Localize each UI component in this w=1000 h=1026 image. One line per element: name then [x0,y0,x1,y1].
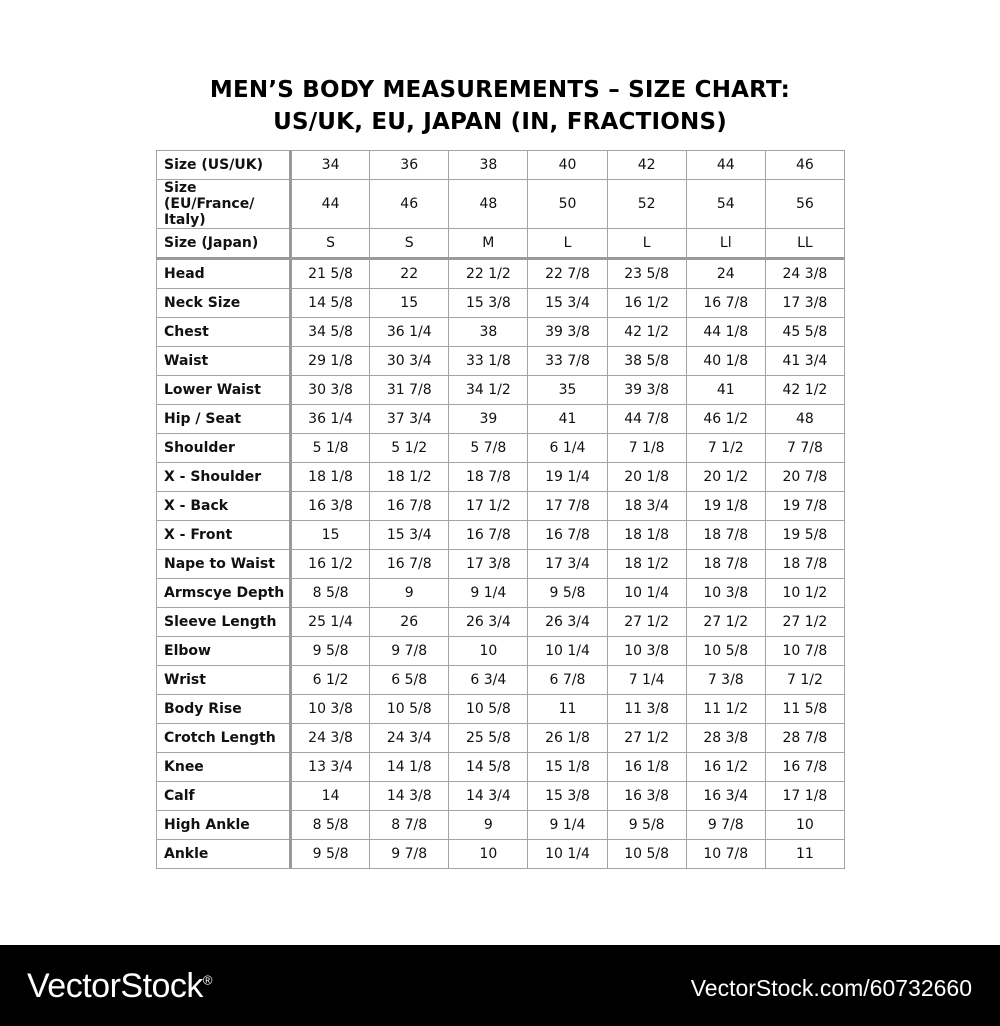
measurement-row [157,318,845,347]
table-cell: 16 7/8 [765,753,844,782]
table-cell: 10 7/8 [686,840,765,869]
table-cell: 9 5/8 [528,579,607,608]
table-cell: 14 [291,782,370,811]
row-label: Size (Japan) [157,229,291,259]
table-cell: 19 1/4 [528,463,607,492]
row-label: X - Shoulder [157,463,291,492]
table-cell: 10 3/8 [686,579,765,608]
size-row [157,229,845,259]
table-cell: 36 [370,151,449,180]
row-label: Hip / Seat [157,405,291,434]
table-cell: 34 1/2 [449,376,528,405]
table-cell: 26 3/4 [528,608,607,637]
table-cell: 16 1/2 [607,289,686,318]
table-cell: 40 1/8 [686,347,765,376]
measurement-row [157,550,845,579]
table-cell: 19 7/8 [765,492,844,521]
table-cell: 7 1/8 [607,434,686,463]
size-chart-table [156,150,845,869]
table-cell: 56 [765,180,844,229]
table-cell: 26 1/8 [528,724,607,753]
row-label: Head [157,259,291,289]
table-cell: 18 1/8 [291,463,370,492]
table-cell: 22 [370,259,449,289]
table-cell: 11 [528,695,607,724]
table-cell: 18 7/8 [765,550,844,579]
row-label: Lower Waist [157,376,291,405]
registered-mark: ® [202,972,213,988]
table-cell: 17 1/8 [765,782,844,811]
row-label: Shoulder [157,434,291,463]
measurement-row [157,753,845,782]
table-cell: 54 [686,180,765,229]
table-cell: 50 [528,180,607,229]
table-cell: LL [765,229,844,259]
size-row [157,151,845,180]
row-label: Ankle [157,840,291,869]
row-label: Knee [157,753,291,782]
row-label: Sleeve Length [157,608,291,637]
table-cell: 14 3/8 [370,782,449,811]
table-cell: 21 5/8 [291,259,370,289]
table-cell: 16 1/2 [291,550,370,579]
table-cell: 6 1/4 [528,434,607,463]
table-cell: 10 7/8 [765,637,844,666]
table-cell: 26 [370,608,449,637]
table-cell: 7 1/4 [607,666,686,695]
table-cell: 19 1/8 [686,492,765,521]
table-cell: 17 3/8 [449,550,528,579]
measurement-row [157,579,845,608]
row-label: Armscye Depth [157,579,291,608]
table-cell: 28 7/8 [765,724,844,753]
row-label: Size (EU/France/ Italy) [157,180,291,229]
table-cell: 19 5/8 [765,521,844,550]
table-cell: 16 7/8 [449,521,528,550]
table-cell: 16 7/8 [528,521,607,550]
measurement-row [157,811,845,840]
table-cell: 29 1/8 [291,347,370,376]
table-cell: S [291,229,370,259]
table-cell: 9 7/8 [370,840,449,869]
table-cell: 16 1/8 [607,753,686,782]
table-cell: 10 5/8 [607,840,686,869]
table-cell: Ll [686,229,765,259]
page-title [0,74,1000,138]
row-label: Size (US/UK) [157,151,291,180]
table-cell: 34 [291,151,370,180]
table-cell: 6 5/8 [370,666,449,695]
table-cell: 10 3/8 [291,695,370,724]
table-cell: 52 [607,180,686,229]
table-cell: 34 5/8 [291,318,370,347]
table-cell: 16 3/8 [291,492,370,521]
table-cell: 18 1/8 [607,521,686,550]
measurement-row [157,347,845,376]
row-label: Elbow [157,637,291,666]
table-cell: 24 3/8 [765,259,844,289]
row-label: Neck Size [157,289,291,318]
table-cell: 16 1/2 [686,753,765,782]
table-cell: 7 7/8 [765,434,844,463]
table-cell: 44 7/8 [607,405,686,434]
table-cell: 10 [449,637,528,666]
table-cell: 13 3/4 [291,753,370,782]
table-cell: 10 [765,811,844,840]
table-cell: 8 5/8 [291,579,370,608]
row-label: X - Back [157,492,291,521]
table-cell: 7 3/8 [686,666,765,695]
table-cell: 44 1/8 [686,318,765,347]
table-cell: 14 3/4 [449,782,528,811]
table-cell: 41 [528,405,607,434]
row-label: Body Rise [157,695,291,724]
table-cell: 9 1/4 [449,579,528,608]
table-cell: 18 3/4 [607,492,686,521]
table-cell: S [370,229,449,259]
table-cell: 9 1/4 [528,811,607,840]
measurement-row [157,289,845,318]
row-label: Chest [157,318,291,347]
table-cell: 22 1/2 [449,259,528,289]
table-cell: 27 1/2 [607,608,686,637]
table-cell: 7 1/2 [765,666,844,695]
table-cell: 23 5/8 [607,259,686,289]
table-cell: 10 5/8 [686,637,765,666]
table-cell: 16 7/8 [686,289,765,318]
table-cell: 15 3/8 [528,782,607,811]
title-line-1: MEN’S BODY MEASUREMENTS – SIZE CHART: [209,77,791,103]
table-cell: 9 5/8 [607,811,686,840]
table-cell: 10 [449,840,528,869]
row-label: Calf [157,782,291,811]
table-cell: 16 3/4 [686,782,765,811]
table-cell: 36 1/4 [291,405,370,434]
table-cell: 48 [765,405,844,434]
table-cell: 30 3/4 [370,347,449,376]
table-cell: 38 [449,151,528,180]
brand-name: VectorStock [27,967,203,1005]
table-cell: 7 1/2 [686,434,765,463]
watermark-footer [0,945,1000,1026]
table-cell: 42 1/2 [765,376,844,405]
table-cell: 6 1/2 [291,666,370,695]
table-cell: 46 1/2 [686,405,765,434]
table-cell: 17 7/8 [528,492,607,521]
measurement-row [157,637,845,666]
table-cell: 20 1/8 [607,463,686,492]
table-cell: 18 1/2 [370,463,449,492]
table-cell: 15 3/4 [370,521,449,550]
table-cell: 15 3/8 [449,289,528,318]
table-cell: 9 [370,579,449,608]
table-cell: 10 1/4 [528,840,607,869]
table-cell: 26 3/4 [449,608,528,637]
table-cell: 11 3/8 [607,695,686,724]
table-cell: 28 3/8 [686,724,765,753]
row-label: High Ankle [157,811,291,840]
table-cell: 24 3/4 [370,724,449,753]
table-cell: 27 1/2 [607,724,686,753]
image-id: VectorStock.com/60732660 [690,975,972,1001]
measurement-row [157,666,845,695]
row-label: Waist [157,347,291,376]
table-cell: 44 [686,151,765,180]
table-cell: 48 [449,180,528,229]
table-cell: 38 5/8 [607,347,686,376]
table-cell: 41 [686,376,765,405]
table-cell: 5 1/2 [370,434,449,463]
size-chart-body [157,151,845,869]
table-cell: 45 5/8 [765,318,844,347]
table-cell: 15 [370,289,449,318]
table-cell: 20 7/8 [765,463,844,492]
title-line-2: US/UK, EU, JAPAN (IN, FRACTIONS) [273,109,727,135]
table-cell: 33 7/8 [528,347,607,376]
table-cell: 11 5/8 [765,695,844,724]
table-cell: 10 1/4 [528,637,607,666]
measurement-row [157,376,845,405]
table-cell: 18 7/8 [686,550,765,579]
table-cell: 14 5/8 [449,753,528,782]
table-cell: 10 1/2 [765,579,844,608]
table-cell: 5 1/8 [291,434,370,463]
measurement-row [157,695,845,724]
table-cell: 15 1/8 [528,753,607,782]
table-cell: M [449,229,528,259]
table-cell: 10 3/8 [607,637,686,666]
table-cell: 17 3/4 [528,550,607,579]
table-cell: 18 1/2 [607,550,686,579]
measurement-row [157,782,845,811]
table-cell: 9 5/8 [291,637,370,666]
table-cell: 22 7/8 [528,259,607,289]
table-cell: 39 3/8 [528,318,607,347]
table-cell: 14 1/8 [370,753,449,782]
table-cell: 30 3/8 [291,376,370,405]
table-cell: 18 7/8 [686,521,765,550]
measurement-row [157,492,845,521]
table-cell: 38 [449,318,528,347]
table-cell: 39 [449,405,528,434]
table-cell: 8 7/8 [370,811,449,840]
row-label: Wrist [157,666,291,695]
table-cell: 25 5/8 [449,724,528,753]
table-cell: 31 7/8 [370,376,449,405]
row-label: Crotch Length [157,724,291,753]
table-cell: 46 [765,151,844,180]
table-cell: 9 5/8 [291,840,370,869]
table-cell: 24 3/8 [291,724,370,753]
table-cell: 9 7/8 [370,637,449,666]
table-cell: 41 3/4 [765,347,844,376]
table-cell: 44 [291,180,370,229]
measurement-row [157,521,845,550]
table-cell: 37 3/4 [370,405,449,434]
table-cell: 6 3/4 [449,666,528,695]
measurement-row [157,608,845,637]
measurement-row [157,724,845,753]
table-cell: 25 1/4 [291,608,370,637]
table-cell: 16 3/8 [607,782,686,811]
table-cell: 27 1/2 [765,608,844,637]
table-cell: 42 [607,151,686,180]
table-cell: 8 5/8 [291,811,370,840]
vectorstock-logo [27,967,212,1006]
measurement-row [157,840,845,869]
table-cell: 40 [528,151,607,180]
measurement-row [157,463,845,492]
table-cell: 16 7/8 [370,550,449,579]
table-cell: L [607,229,686,259]
table-cell: 35 [528,376,607,405]
table-cell: 17 3/8 [765,289,844,318]
measurement-row [157,405,845,434]
table-cell: 20 1/2 [686,463,765,492]
row-label: Nape to Waist [157,550,291,579]
row-label: X - Front [157,521,291,550]
table-cell: L [528,229,607,259]
measurement-row [157,259,845,289]
table-cell: 11 [765,840,844,869]
table-cell: 24 [686,259,765,289]
table-cell: 9 7/8 [686,811,765,840]
measurement-row [157,434,845,463]
table-cell: 5 7/8 [449,434,528,463]
table-cell: 27 1/2 [686,608,765,637]
table-cell: 16 7/8 [370,492,449,521]
table-cell: 46 [370,180,449,229]
table-cell: 36 1/4 [370,318,449,347]
table-cell: 10 5/8 [449,695,528,724]
table-cell: 15 [291,521,370,550]
table-cell: 15 3/4 [528,289,607,318]
table-cell: 42 1/2 [607,318,686,347]
table-cell: 39 3/8 [607,376,686,405]
table-cell: 10 1/4 [607,579,686,608]
table-cell: 18 7/8 [449,463,528,492]
table-cell: 9 [449,811,528,840]
table-cell: 6 7/8 [528,666,607,695]
table-cell: 10 5/8 [370,695,449,724]
table-cell: 33 1/8 [449,347,528,376]
table-cell: 17 1/2 [449,492,528,521]
table-cell: 11 1/2 [686,695,765,724]
table-cell: 14 5/8 [291,289,370,318]
size-row [157,180,845,229]
